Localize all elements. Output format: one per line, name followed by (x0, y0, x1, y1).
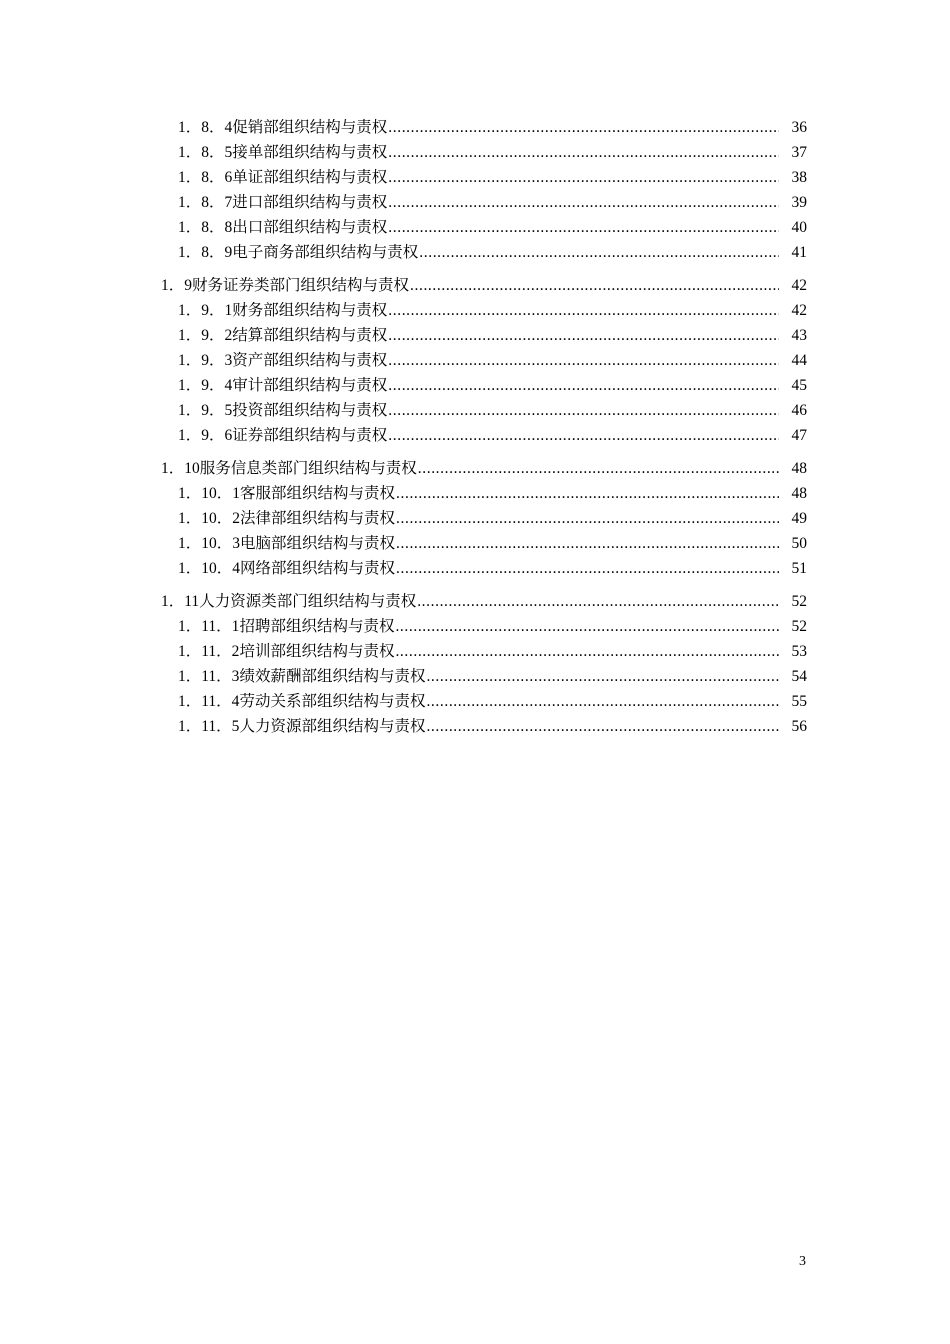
toc-heading-entry[interactable] (0, 273, 950, 298)
toc-entry-number: 1．8．7 (178, 194, 233, 211)
toc-entry-number: 1．8．6 (178, 169, 233, 186)
toc-entry-page: 52 (791, 618, 807, 635)
toc-entry-page: 48 (791, 460, 807, 477)
toc-dot-leader (419, 240, 779, 265)
toc-entry-title: 培训部组织结构与责权 (239, 643, 395, 660)
toc-entry[interactable] (0, 506, 950, 531)
toc-heading-entry[interactable] (0, 589, 950, 614)
toc-entry[interactable] (0, 373, 950, 398)
toc-dot-leader (388, 323, 779, 348)
toc-entry-page: 46 (791, 402, 807, 419)
toc-section-1-8 (0, 115, 950, 265)
toc-entry-title: 接单部组织结构与责权 (232, 144, 388, 161)
toc-entry-title: 服务信息类部门组织结构与责权 (199, 460, 417, 477)
toc-entry-number: 1．10．1 (178, 485, 241, 502)
toc-entry-number: 1．8．5 (178, 144, 233, 161)
toc-entry[interactable] (0, 531, 950, 556)
toc-dot-leader (418, 456, 779, 481)
toc-entry[interactable] (0, 398, 950, 423)
toc-dot-leader (388, 140, 779, 165)
toc-dot-leader (396, 556, 779, 581)
toc-entry-title: 资产部组织结构与责权 (232, 352, 388, 369)
toc-entry-page: 49 (791, 510, 807, 527)
toc-dot-leader (395, 639, 779, 664)
toc-entry-page: 56 (791, 718, 807, 735)
toc-entry[interactable] (0, 140, 950, 165)
toc-entry-page: 37 (791, 144, 807, 161)
toc-dot-leader (410, 273, 779, 298)
toc-dot-leader (396, 531, 779, 556)
toc-entry-number: 1．10．3 (178, 535, 241, 552)
toc-dot-leader (426, 664, 779, 689)
toc-entry-number: 1．10．2 (178, 510, 241, 527)
toc-entry-number: 1．9．5 (178, 402, 233, 419)
toc-entry[interactable] (0, 556, 950, 581)
toc-entry-number: 1．11．3 (178, 668, 240, 685)
toc-entry-title: 招聘部组织结构与责权 (239, 618, 395, 635)
toc-dot-leader (388, 215, 779, 240)
toc-entry-page: 45 (791, 377, 807, 394)
toc-entry-page: 54 (791, 668, 807, 685)
toc-entry-page: 38 (791, 169, 807, 186)
toc-entry-page: 50 (791, 535, 807, 552)
toc-entry-title: 单证部组织结构与责权 (232, 169, 388, 186)
toc-section-1-11 (0, 589, 950, 739)
toc-section-1-9 (0, 273, 950, 448)
toc-entry-title: 证券部组织结构与责权 (232, 427, 388, 444)
toc-dot-leader (388, 165, 779, 190)
toc-dot-leader (388, 190, 779, 215)
toc-entry-number: 1．9．1 (178, 302, 233, 319)
toc-dot-leader (388, 298, 779, 323)
toc-entry[interactable] (0, 614, 950, 639)
toc-dot-leader (388, 348, 779, 373)
toc-dot-leader (388, 423, 779, 448)
table-of-contents (0, 115, 950, 747)
toc-entry-title: 劳动关系部组织结构与责权 (239, 693, 426, 710)
toc-entry-page: 55 (791, 693, 807, 710)
toc-entry-title: 电子商务部组织结构与责权 (232, 244, 419, 261)
toc-entry-title: 财务部组织结构与责权 (232, 302, 388, 319)
toc-entry[interactable] (0, 240, 950, 265)
toc-entry-title: 网络部组织结构与责权 (240, 560, 396, 577)
toc-entry-page: 42 (791, 302, 807, 319)
toc-entry-title: 人力资源部组织结构与责权 (239, 718, 426, 735)
toc-entry[interactable] (0, 664, 950, 689)
toc-entry-number: 1．11．1 (178, 618, 240, 635)
toc-entry-page: 40 (791, 219, 807, 236)
toc-dot-leader (426, 714, 779, 739)
toc-entry-page: 44 (791, 352, 807, 369)
toc-entry-title: 出口部组织结构与责权 (232, 219, 388, 236)
toc-dot-leader (395, 614, 779, 639)
toc-entry[interactable] (0, 323, 950, 348)
toc-entry-title: 绩效薪酬部组织结构与责权 (239, 668, 426, 685)
toc-entry-number: 1．11．4 (178, 693, 240, 710)
toc-entry-page: 41 (791, 244, 807, 261)
toc-entry-number: 1．10．4 (178, 560, 241, 577)
toc-dot-leader (388, 115, 779, 140)
toc-entry-number: 1．8．4 (178, 119, 233, 136)
toc-entry-number: 1．8．9 (178, 244, 233, 261)
toc-entry-title: 电脑部组织结构与责权 (240, 535, 396, 552)
toc-entry-page: 52 (791, 593, 807, 610)
toc-entry[interactable] (0, 165, 950, 190)
toc-dot-leader (388, 373, 779, 398)
toc-dot-leader (396, 481, 779, 506)
toc-entry[interactable] (0, 190, 950, 215)
toc-entry[interactable] (0, 639, 950, 664)
toc-entry[interactable] (0, 348, 950, 373)
toc-entry-title: 财务证券类部门组织结构与责权 (192, 277, 410, 294)
toc-dot-leader (417, 589, 779, 614)
toc-entry-page: 51 (791, 560, 807, 577)
toc-entry-page: 43 (791, 327, 807, 344)
toc-entry-page: 53 (791, 643, 807, 660)
toc-entry[interactable] (0, 481, 950, 506)
toc-entry-number: 1．11．5 (178, 718, 240, 735)
toc-entry-number: 1．9．6 (178, 427, 233, 444)
toc-entry[interactable] (0, 115, 950, 140)
toc-entry-title: 法律部组织结构与责权 (240, 510, 396, 527)
toc-entry-number: 1．9 (161, 277, 193, 294)
toc-entry-page: 42 (791, 277, 807, 294)
toc-entry-number: 1．10 (161, 460, 200, 477)
toc-entry-page: 47 (791, 427, 807, 444)
toc-section-1-10 (0, 456, 950, 581)
toc-entry-page: 36 (791, 119, 807, 136)
toc-entry-title: 投资部组织结构与责权 (232, 402, 388, 419)
toc-entry-title: 审计部组织结构与责权 (232, 377, 388, 394)
toc-dot-leader (426, 689, 779, 714)
toc-entry-number: 1．9．4 (178, 377, 233, 394)
toc-entry-number: 1．9．3 (178, 352, 233, 369)
toc-entry-number: 1．11．2 (178, 643, 240, 660)
toc-entry-title: 人力资源类部门组织结构与责权 (199, 593, 417, 610)
toc-entry-number: 1．9．2 (178, 327, 233, 344)
toc-entry-page: 48 (791, 485, 807, 502)
toc-entry-title: 促销部组织结构与责权 (232, 119, 388, 136)
toc-dot-leader (396, 506, 779, 531)
toc-entry[interactable] (0, 714, 950, 739)
toc-entry[interactable] (0, 423, 950, 448)
toc-entry-title: 客服部组织结构与责权 (240, 485, 396, 502)
toc-entry-number: 1．8．8 (178, 219, 233, 236)
toc-entry[interactable] (0, 689, 950, 714)
toc-dot-leader (388, 398, 779, 423)
toc-heading-entry[interactable] (0, 456, 950, 481)
toc-entry-number: 1．11 (161, 593, 200, 610)
toc-entry[interactable] (0, 298, 950, 323)
page-number: 3 (799, 1254, 806, 1269)
toc-entry[interactable] (0, 215, 950, 240)
toc-entry-page: 39 (791, 194, 807, 211)
toc-entry-title: 进口部组织结构与责权 (232, 194, 388, 211)
toc-entry-title: 结算部组织结构与责权 (232, 327, 388, 344)
